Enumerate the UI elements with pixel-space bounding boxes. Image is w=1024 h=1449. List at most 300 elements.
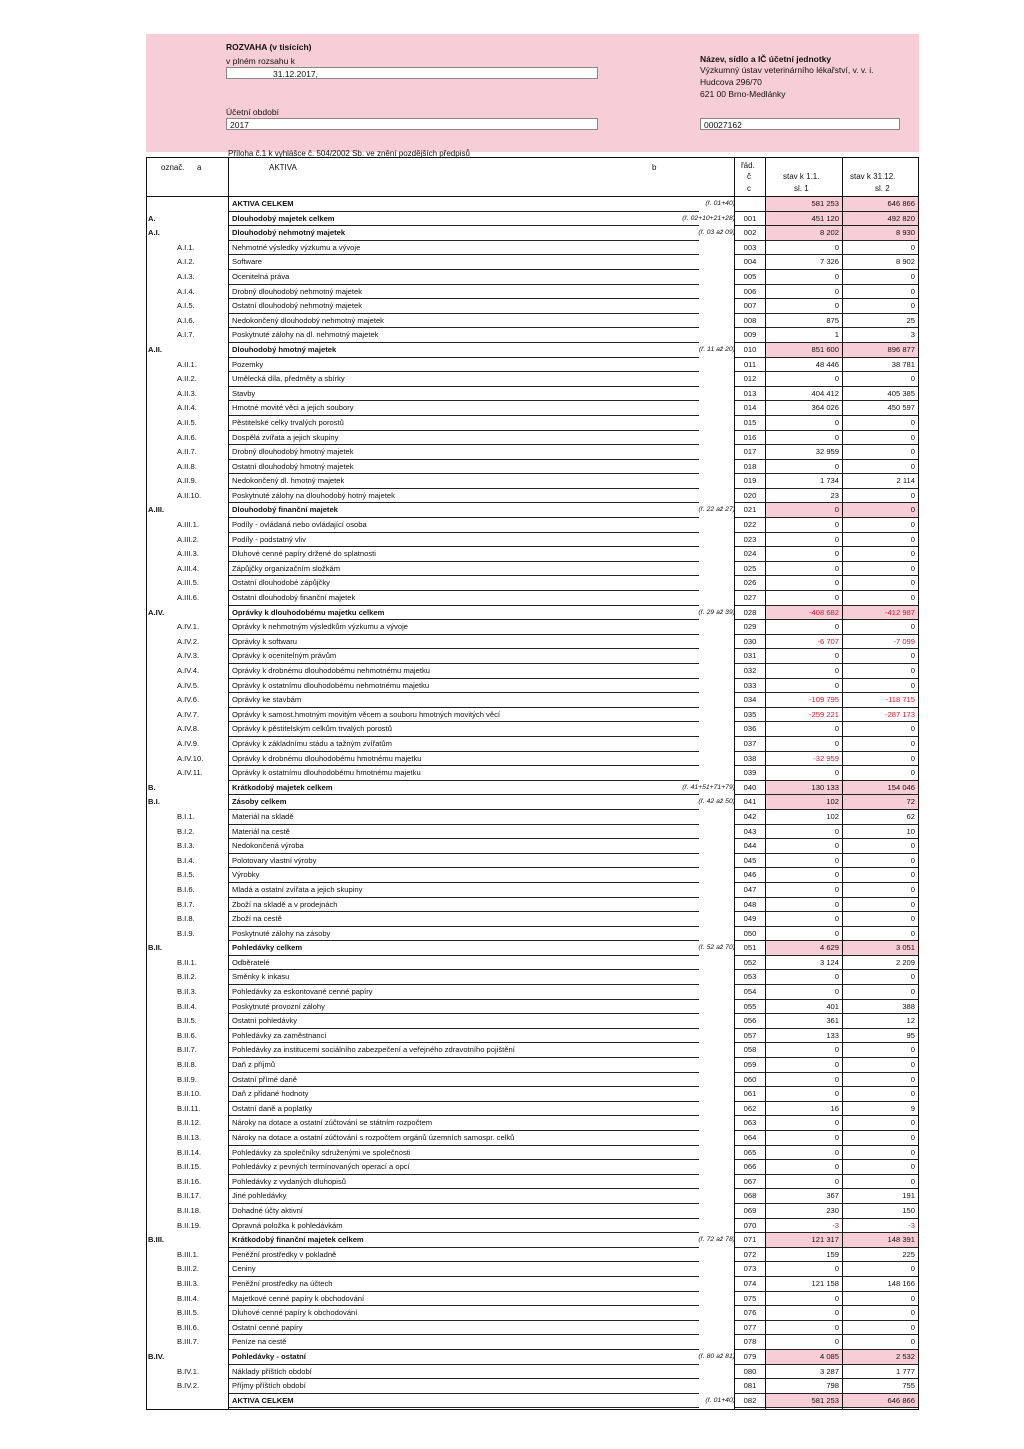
col-aktiva: AKTIVA [269,163,297,172]
item-formula: (ř. 29 až 39) [698,608,735,616]
line-number: 028 [735,606,765,621]
item-code: A.II.7. [177,447,197,457]
item-formula [607,474,735,489]
item-formula [607,1131,735,1146]
value-end: 12 [843,1014,918,1029]
item-code [169,197,235,212]
value-start: 230 [766,1204,842,1219]
value-start: 0 [766,1073,842,1088]
value-end: 0 [843,1131,918,1146]
item-name: Ostatní dlouhodobý finanční majetek [229,591,699,606]
table-row [147,708,918,723]
value-end: 0 [843,489,918,504]
item-code [169,1350,235,1365]
value-start: 0 [766,1160,842,1175]
value-end: 2 114 [843,474,918,489]
line-number: 030 [735,635,765,650]
value-end: 0 [843,1043,918,1058]
value-start: -259 221 [766,708,842,723]
table-row [147,285,918,300]
item-formula: (ř. 41+51+71+79) [682,783,735,791]
item-name: Ceniny [229,1262,699,1277]
value-start: -6 707 [766,635,842,650]
table-row [147,1058,918,1073]
value-start: 0 [766,1058,842,1073]
value-end: 3 [843,328,918,343]
item-code: A.IV.3. [177,651,200,661]
period-label: Účetní období [226,107,279,117]
item-formula [607,285,735,300]
item-name: Peněžní prostředky v pokladně [229,1248,699,1263]
col-rad1: řád. [741,161,755,170]
line-number: 069 [735,1204,765,1219]
item-name: Ostatní cenné papíry [229,1321,699,1336]
item-formula: (ř. 80 až 81) [698,1352,735,1360]
item-name: Dospělá zvířata a jejich skupiny [229,431,699,446]
item-code: B.II.10. [177,1089,202,1099]
value-start: 0 [766,985,842,1000]
item-code: B.II.4. [177,1001,197,1011]
item-name: Peněžní prostředky na účtech [229,1277,699,1292]
item-name: Ostatní daně a poplatky [229,1102,699,1117]
item-name: Oprávky k nehmotným výsledkům výzkumu a vývoje [229,620,699,635]
value-start: 0 [766,241,842,256]
value-start: 102 [766,795,842,810]
item-code: B.I.6. [177,884,195,894]
line-number: 060 [735,1073,765,1088]
line-number: 025 [735,562,765,577]
value-end: 0 [843,679,918,694]
value-start: 0 [766,372,842,387]
value-end: 148 166 [843,1277,918,1292]
value-end: 38 781 [843,358,918,373]
value-end: 0 [843,503,918,518]
line-number: 005 [735,270,765,285]
value-end: -118 715 [843,693,918,708]
value-end: 1 777 [843,1365,918,1380]
item-code: A.IV.10. [177,753,204,763]
section-code: A.III. [148,505,165,515]
item-code: A.II.6. [177,432,197,442]
value-end: 646 866 [843,197,918,212]
item-formula: (ř. 42 až 50) [698,798,735,806]
item-formula [607,679,735,694]
item-formula [607,868,735,883]
table-row [147,1073,918,1088]
value-start: 0 [766,431,842,446]
value-start: 0 [766,868,842,883]
item-code: B.II.11. [177,1103,201,1113]
line-number: 081 [735,1379,765,1394]
item-name: Drobný dlouhodobý hmotný majetek [229,445,699,460]
item-formula [607,752,735,767]
value-start: 3 124 [766,956,842,971]
value-end: 0 [843,1292,918,1307]
item-code: B.IV.2. [177,1381,200,1391]
table-row [147,372,918,387]
value-start: 159 [766,1248,842,1263]
item-code: A.II.1. [177,359,197,369]
item-name: Umělecká díla, předměty a sbírky [229,372,699,387]
value-end: 0 [843,854,918,869]
item-formula [607,635,735,650]
value-end: 0 [843,591,918,606]
item-name: Oprávky k pěstitelským celkům trvalých porostů [229,722,699,737]
item-code: B.II.14. [177,1147,202,1157]
entity-block [700,64,900,120]
value-start: 0 [766,927,842,942]
table-row [147,547,918,562]
line-number: 072 [735,1248,765,1263]
date-value: 31.12.2017, [273,69,318,79]
item-formula [607,270,735,285]
item-name: Mladá a ostatní zvířata a jejich skupiny [229,883,699,898]
line-number: 044 [735,839,765,854]
value-start: 0 [766,722,842,737]
item-code: A.III.4. [177,563,199,573]
value-start: 0 [766,839,842,854]
item-formula [607,810,735,825]
table-row [147,474,918,489]
line-number: 024 [735,547,765,562]
item-name: Ostatní přímé daně [229,1073,699,1088]
item-name: Ocenitelná práva [229,270,699,285]
item-formula [607,401,735,416]
item-code: A.IV.7. [177,709,200,719]
value-start: 0 [766,825,842,840]
line-number: 080 [735,1365,765,1380]
ico-value: 00027162 [704,120,742,130]
item-name: Nároky na dotace a ostatní zúčtování se státním rozpočtem [229,1116,699,1131]
item-formula: (ř. 22 až 27) [698,506,735,514]
value-end: 154 046 [843,781,918,796]
value-start: 0 [766,547,842,562]
value-end: 0 [843,416,918,431]
item-name: Zboží na skladě a v prodejnách [229,898,699,913]
value-start: 0 [766,299,842,314]
table-row [147,1146,918,1161]
item-formula [607,1379,735,1394]
value-start: 0 [766,503,842,518]
table-row [147,1233,918,1248]
value-end: 0 [843,883,918,898]
item-code: A.IV.1. [177,622,200,632]
item-name: Ostatní dlouhodobé zápůjčky [229,576,699,591]
value-end: 0 [843,1087,918,1102]
item-code: B.III.6. [177,1322,199,1332]
table-row [147,985,918,1000]
value-end: 405 385 [843,387,918,402]
value-start: 1 [766,328,842,343]
table-row [147,956,918,971]
table-row [147,941,918,956]
value-start: 32 959 [766,445,842,460]
table-row [147,1394,918,1409]
item-formula [607,1204,735,1219]
value-end: 0 [843,649,918,664]
item-name: Krátkodobý finanční majetek celkem [229,1233,699,1248]
item-code: A.I.7. [177,330,195,340]
table-row [147,664,918,679]
item-code: B.I.3. [177,841,195,851]
item-code: B.II.17. [177,1191,202,1201]
table-row [147,679,918,694]
value-start: 0 [766,912,842,927]
value-start: 0 [766,1321,842,1336]
item-name: Zboží na cestě [229,912,699,927]
value-end: 646 866 [843,1394,918,1409]
line-number: 053 [735,970,765,985]
item-formula [607,956,735,971]
item-code: A.III.6. [177,593,199,603]
table-row [147,518,918,533]
line-number: 078 [735,1335,765,1350]
table-row [147,781,918,796]
item-name: Daň z přidané hodnoty [229,1087,699,1102]
period-field [226,118,598,130]
table-row [147,810,918,825]
item-formula [607,1102,735,1117]
line-number: 066 [735,1160,765,1175]
value-start: 0 [766,1131,842,1146]
value-start: 401 [766,1000,842,1015]
entity-label: Název, sídlo a IČ účetní jednotky [700,54,832,64]
item-name: Směnky k inkasu [229,970,699,985]
table-row [147,533,918,548]
item-code: A.II.4. [177,403,197,413]
item-name: Oprávky k dlouhodobému majetku celkem [229,606,699,621]
line-number: 050 [735,927,765,942]
value-end: 0 [843,241,918,256]
item-formula [607,591,735,606]
table-row [147,1350,918,1365]
value-end: 191 [843,1189,918,1204]
item-code: A.IV.8. [177,724,200,734]
item-formula [607,489,735,504]
value-end: 62 [843,810,918,825]
item-formula [607,1000,735,1015]
item-code: B.I.5. [177,870,195,880]
item-formula [607,1014,735,1029]
item-code [169,343,235,358]
table-row [147,445,918,460]
value-start: 0 [766,854,842,869]
item-formula [607,1073,735,1088]
value-start: 4 629 [766,941,842,956]
item-formula: (ř. 01+40) [705,1396,735,1404]
table-row [147,854,918,869]
item-code [169,941,235,956]
item-code: A.I.1. [177,242,195,252]
table-row [147,1262,918,1277]
item-name: Zásoby celkem [229,795,699,810]
line-number: 057 [735,1029,765,1044]
value-start: 8 202 [766,226,842,241]
table-row [147,241,918,256]
value-end: 0 [843,1160,918,1175]
value-start: 851 600 [766,343,842,358]
line-number: 019 [735,474,765,489]
col-rad2: č [747,172,751,181]
item-name: Oprávky k drobnému dlouhodobému hmotnému majetku [229,752,699,767]
table-row [147,1321,918,1336]
line-number: 059 [735,1058,765,1073]
value-end: 3 051 [843,941,918,956]
table-row [147,1189,918,1204]
line-number: 031 [735,649,765,664]
item-name: Majetkové cenné papíry k obchodování [229,1292,699,1307]
line-number: 074 [735,1277,765,1292]
item-name: Polotovary vlastní výroby [229,854,699,869]
table-row [147,635,918,650]
item-name: Poskytnuté provozní zálohy [229,1000,699,1015]
line-number: 012 [735,372,765,387]
item-name: Pohledávky z vydaných dluhopisů [229,1175,699,1190]
table-row [147,431,918,446]
item-code: B.I.4. [177,855,195,865]
item-name: Pohledávky za společníky sdruženými ve společnosti [229,1146,699,1161]
item-code [169,1394,235,1409]
item-formula [607,1248,735,1263]
item-code: A.I.4. [177,286,195,296]
value-end: 0 [843,722,918,737]
item-formula [607,1146,735,1161]
item-formula [607,1116,735,1131]
table-row [147,1102,918,1117]
value-start: 0 [766,416,842,431]
item-name: Poskytnuté zálohy na dlouhodobý hotný majetek [229,489,699,504]
item-code [169,795,235,810]
table-row [147,839,918,854]
value-end: 0 [843,547,918,562]
line-number: 016 [735,431,765,446]
table-row [147,620,918,635]
table-body [147,197,918,1408]
value-end: -3 [843,1219,918,1234]
line-number: 011 [735,358,765,373]
line-number: 064 [735,1131,765,1146]
table-row [147,1204,918,1219]
value-start: 0 [766,649,842,664]
line-number: 006 [735,285,765,300]
item-code: A.II.2. [177,374,197,384]
item-code: B.III.2. [177,1264,199,1274]
value-start: 0 [766,562,842,577]
table-row [147,912,918,927]
balance-sheet [146,34,919,1410]
line-number: 055 [735,1000,765,1015]
item-code: A.IV.5. [177,680,200,690]
item-code: B.II.3. [177,987,197,997]
section-code: B.III. [148,1235,165,1245]
item-name: Daň z příjmů [229,1058,699,1073]
value-start: -32 959 [766,752,842,767]
value-start: 0 [766,460,842,475]
item-formula [607,1335,735,1350]
value-start: 102 [766,810,842,825]
item-formula [607,693,735,708]
value-start: -109 795 [766,693,842,708]
item-code: B.I.2. [177,826,195,836]
table-row [147,606,918,621]
line-number: 048 [735,898,765,913]
table-row [147,649,918,664]
section-code: A. [148,213,156,223]
table-row [147,1379,918,1394]
value-start: 0 [766,970,842,985]
table-row [147,1365,918,1380]
value-start: 364 026 [766,401,842,416]
value-end: -7 099 [843,635,918,650]
item-name: Dohadné účty aktivní [229,1204,699,1219]
item-code: A.I.2. [177,257,195,267]
section-code: B. [148,782,156,792]
item-name: Oprávky k drobnému dlouhodobému nehmotnému majetku [229,664,699,679]
item-code: A.IV.6. [177,695,200,705]
line-number: 068 [735,1189,765,1204]
item-name: Nedokončený dl. hmotný majetek [229,474,699,489]
value-start: 0 [766,620,842,635]
value-start: 3 287 [766,1365,842,1380]
item-name: Pohledávky za zaměstnanci [229,1029,699,1044]
item-formula [607,649,735,664]
line-number: 039 [735,766,765,781]
line-number: 040 [735,781,765,796]
value-end: 388 [843,1000,918,1015]
value-start: 0 [766,898,842,913]
value-end: 0 [843,752,918,767]
value-start: 0 [766,1175,842,1190]
report-title: ROZVAHA (v tisících) [226,42,312,52]
line-number: 029 [735,620,765,635]
item-code: B.II.7. [177,1045,197,1055]
item-code: A.III.1. [177,520,199,530]
item-name: Výrobky [229,868,699,883]
item-code: A.II.3. [177,388,197,398]
table-row [147,722,918,737]
value-start: 0 [766,591,842,606]
item-formula [607,241,735,256]
section-code: A.IV. [148,607,165,617]
table-row [147,591,918,606]
table-row [147,212,918,227]
line-number: 082 [735,1394,765,1409]
line-number: 046 [735,868,765,883]
item-name: Zápůjčky organizačním složkám [229,562,699,577]
line-number: 058 [735,1043,765,1058]
value-end: 2 532 [843,1350,918,1365]
value-end: 0 [843,460,918,475]
item-code: B.I.1. [177,811,195,821]
table-row [147,460,918,475]
value-start: 0 [766,1262,842,1277]
value-start: 4 085 [766,1350,842,1365]
table-row [147,328,918,343]
item-code: A.IV.4. [177,666,200,675]
item-name: Dluhové cenné papíry k obchodování [229,1306,699,1321]
item-formula [607,460,735,475]
item-name: Nároky na dotace a ostatní zúčtování s rozpočtem orgánů územních samospr. celků [229,1131,699,1146]
item-code: B.II.5. [177,1016,197,1026]
line-number: 034 [735,693,765,708]
table-row [147,576,918,591]
value-end: 95 [843,1029,918,1044]
value-end: 0 [843,1262,918,1277]
value-end: 0 [843,898,918,913]
table-row [147,1000,918,1015]
item-code: B.II.12. [177,1118,202,1128]
table-row [147,503,918,518]
